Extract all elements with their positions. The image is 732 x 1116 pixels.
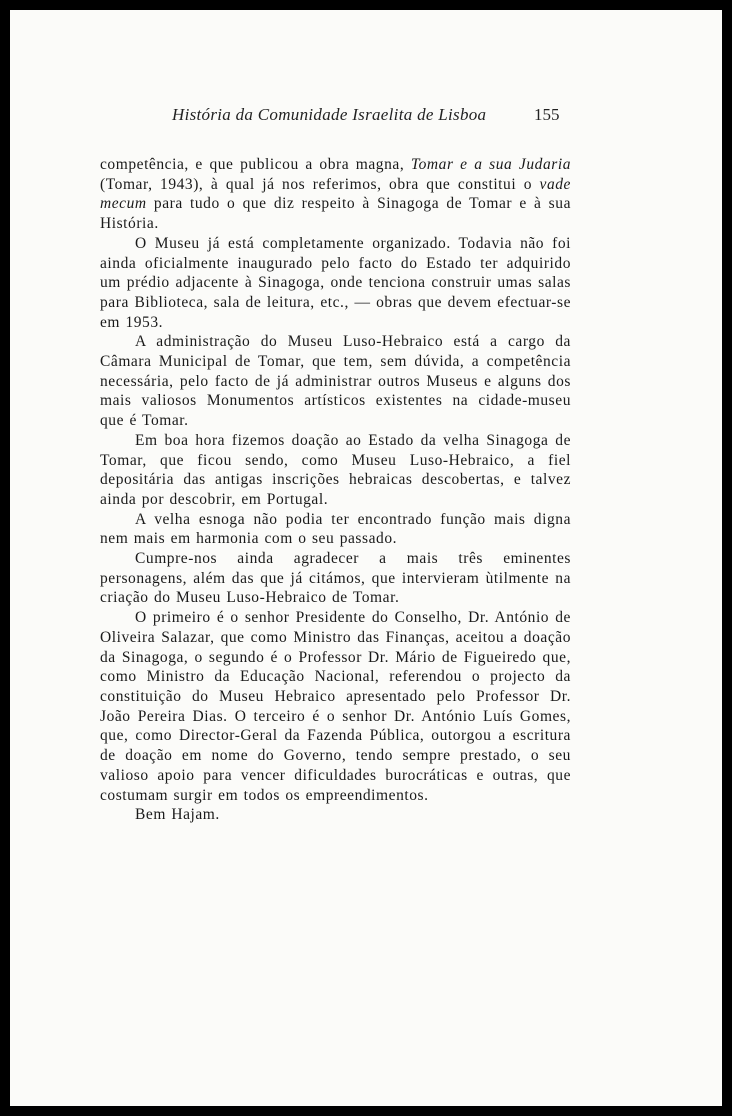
text-run: competência, e que publicou a obra magna, [100,156,411,173]
text-run: A velha esnoga não podia ter encontrado função mais digna nem mais em harmonia com o seu passado. [100,510,571,548]
italic-text: vade mecum [100,175,571,213]
italic-text: Tomar e a sua Judaria [410,156,571,173]
text-run: Em boa hora fizemos doação ao Estado da velha Sinagoga de Tomar, que ficou sendo, como Museu Luso-Hebraico, a fiel depositária das antigas inscrições hebraicas descobertas, e talvez ainda por descobrir, em Portugal. [100,431,571,508]
paragraph [100,510,571,549]
text-run: Bem Hajam. [135,806,220,824]
book-page [10,10,722,1106]
text-run: O Museu já está completamente organizado. Todavia não foi ainda oficialmente inaugurado pelo facto do Estado ter adquirido um prédio adjacente à Sinagoga, onde tenciona construir umas salas para Biblioteca, sala de leitura, etc., — obras que devem efectuar-se em 1953. [100,234,571,331]
paragraph [100,608,571,805]
text-run: Cumpre-nos ainda agradecer a mais três eminentes personagens, além das que já citámos, que intervieram ùtilmente na criação do Museu Luso-Hebraico de Tomar. [100,550,571,607]
paragraph [100,155,571,234]
paragraph [100,234,571,333]
paragraph [100,431,571,510]
page-number: 155 [534,105,560,124]
paragraph [100,332,571,431]
paragraph [100,805,571,825]
page-header [10,105,722,127]
text-run: A administração do Museu Luso-Hebraico está a cargo da Câmara Municipal de Tomar, que tem, sem dúvida, a competência necessária, pelo facto de já administrar outros Museus e alguns dos mais valiosos Monumentos artísticos existentes na cidade-museu que é Tomar. [100,333,571,430]
text-run: (Tomar, 1943), à qual já nos referimos, obra que constitui o [100,175,540,193]
text-run: para tudo o que diz respeito à Sinagoga de Tomar e à sua História. [100,195,571,233]
running-title: História da Comunidade Israelita de Lisboa [172,105,487,124]
text-run: O primeiro é o senhor Presidente do Conselho, Dr. António de Oliveira Salazar, que como Ministro das Finanças, aceitou a doação da Sinagoga, o segundo é o Professor Dr. Mário de Figueiredo que, como Ministro da Educação Nacional, referendou o projecto da constituição do Museu Hebraico apresentado pelo Professor Dr. João Pereira Dias. O terceiro é o senhor Dr. António Luís Gomes, que, como Director-Geral da Fazenda Pública, outorgou a escritura de doação em nome do Governo, tendo sempre prestado, o seu valioso apoio para vencer dificuldades burocráticas e outras, que costumam surgir em todos os empreendimentos. [100,609,571,804]
body-text [100,155,571,825]
paragraph [100,549,571,608]
